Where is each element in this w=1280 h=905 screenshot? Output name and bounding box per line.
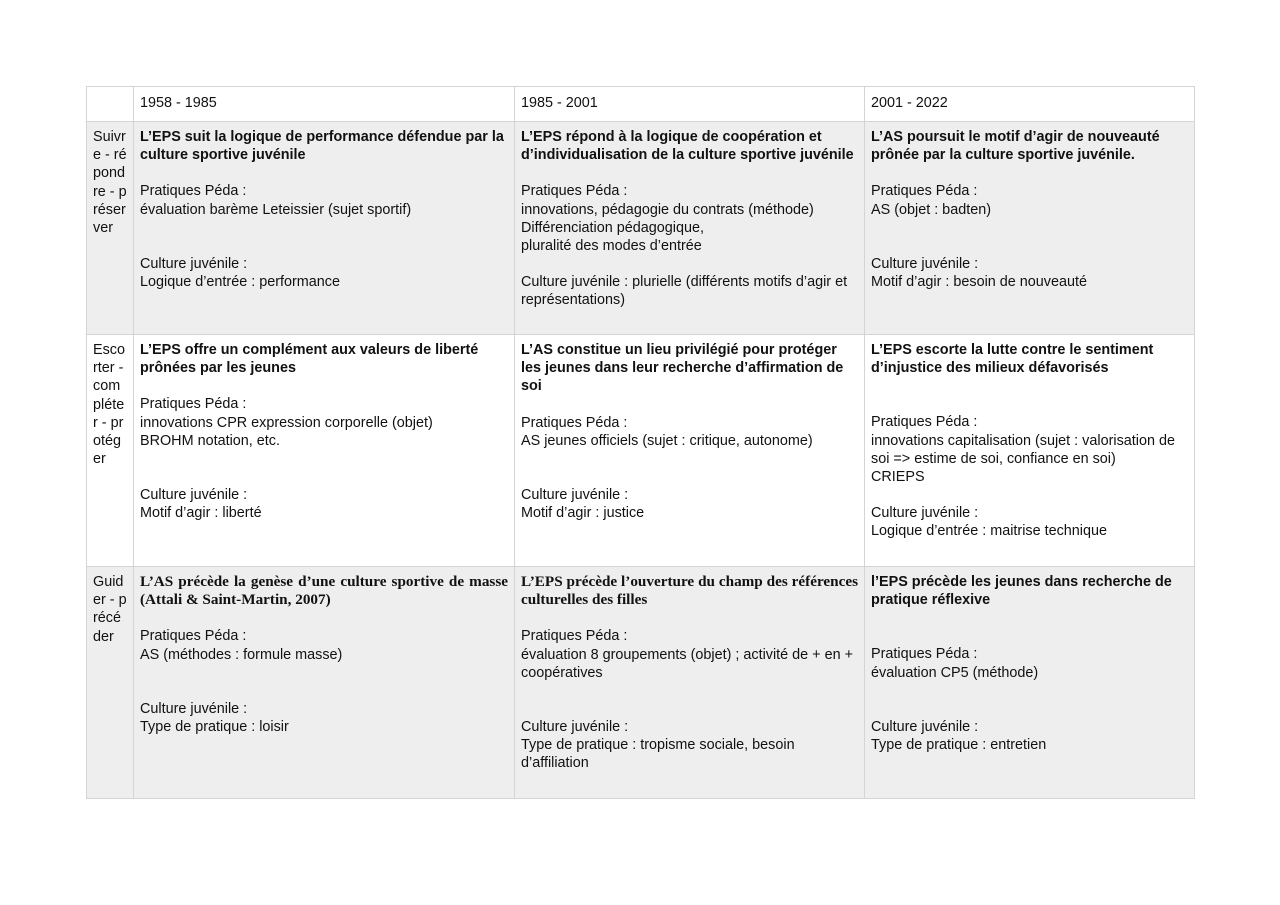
cell-title: l’EPS précède les jeunes dans recherche de pratique réflexive — [871, 574, 1172, 609]
table-cell — [515, 122, 865, 335]
culture-label: Culture juvénile : — [871, 255, 979, 272]
culture-value: Motif d’agir : justice — [521, 505, 645, 522]
cell-title: L’EPS précède l’ouverture du champ des références culturelles des filles — [521, 573, 858, 609]
culture-label: Culture juvénile : — [521, 487, 629, 504]
peda-label: Pratiques Péda : — [521, 628, 628, 645]
culture-value: Motif d’agir : liberté — [140, 505, 262, 522]
culture-value: Type de pratique : tropisme sociale, besoin d’affiliation — [521, 737, 795, 772]
table-cell — [515, 335, 865, 567]
peda-line: AS (objet : badten) — [871, 201, 991, 218]
culture-value: Logique d’entrée : maitrise technique — [871, 523, 1107, 540]
peda-line: innovations CPR expression corporelle (objet) — [140, 414, 433, 431]
peda-label: Pratiques Péda : — [871, 646, 978, 663]
peda-line: BROHM notation, etc. — [140, 432, 280, 449]
culture-value: Type de pratique : entretien — [871, 737, 1047, 754]
peda-line: évaluation 8 groupements (objet) ; activité de + en + coopératives — [521, 646, 853, 681]
table-cell — [865, 122, 1195, 335]
culture-value: Logique d’entrée : performance — [140, 274, 341, 291]
peda-label: Pratiques Péda : — [140, 628, 247, 645]
peda-label: Pratiques Péda : — [521, 414, 628, 431]
header-period-3: 2001 - 2022 — [865, 87, 1195, 122]
peda-line: évaluation barème Leteissier (sujet sportif) — [140, 201, 412, 218]
peda-label: Pratiques Péda : — [871, 414, 978, 431]
row-label-cell — [87, 567, 134, 799]
peda-label: Pratiques Péda : — [140, 183, 247, 200]
peda-label: Pratiques Péda : — [140, 396, 247, 413]
culture-label: Culture juvénile : — [871, 718, 979, 735]
peda-line: AS (méthodes : formule masse) — [140, 646, 343, 663]
culture-label: Culture juvénile : — [871, 505, 979, 522]
header-period-2: 1985 - 2001 — [515, 87, 865, 122]
peda-line: évaluation CP5 (méthode) — [871, 664, 1039, 681]
peda-label: Pratiques Péda : — [871, 183, 978, 200]
culture-value: Motif d’agir : besoin de nouveauté — [871, 274, 1088, 291]
row-label: Suivre - répondre - préserver — [93, 129, 127, 237]
row-label-cell — [87, 122, 134, 335]
cell-title: L’AS poursuit le motif d’agir de nouveauté prônée par la culture sportive juvénile. — [871, 129, 1160, 164]
table-cell — [865, 335, 1195, 567]
header-period-1: 1958 - 1985 — [134, 87, 515, 122]
row-label-cell — [87, 335, 134, 567]
culture-label: Culture juvénile : — [140, 700, 248, 717]
table-cell — [134, 335, 515, 567]
row-label: Escorter - compléter - protéger — [93, 342, 125, 468]
row-label: Guider - précéder — [93, 574, 127, 645]
peda-line: innovations, pédagogie du contrats (méthode) — [521, 201, 814, 218]
peda-line: innovations capitalisation (sujet : valorisation de soi => estime de soi, confiance en soi) — [871, 432, 1175, 467]
peda-line: Différenciation pédagogique, — [521, 219, 704, 236]
cell-title: L’EPS suit la logique de performance défendue par la culture sportive juvénile — [140, 129, 504, 164]
cell-title: L’EPS escorte la lutte contre le sentiment d’injustice des milieux défavorisés — [871, 342, 1154, 377]
header-empty-cell — [87, 87, 134, 122]
table-row — [87, 567, 1195, 799]
comparison-table — [86, 86, 1195, 799]
peda-line: CRIEPS — [871, 469, 925, 486]
cell-title: L’EPS offre un complément aux valeurs de liberté prônées par les jeunes — [140, 342, 479, 377]
table-cell — [515, 567, 865, 799]
culture-label: Culture juvénile : — [521, 719, 629, 736]
table-cell — [134, 122, 515, 335]
table-cell — [865, 567, 1195, 799]
peda-label: Pratiques Péda : — [521, 183, 628, 200]
peda-line: AS jeunes officiels (sujet : critique, autonome) — [521, 432, 813, 449]
culture-label: Culture juvénile : — [140, 255, 248, 272]
table-row — [87, 335, 1195, 567]
culture-value: Type de pratique : loisir — [140, 719, 289, 736]
header-row — [87, 87, 1195, 122]
culture-label: Culture juvénile : plurielle (différents motifs d’agir et représentations) — [521, 274, 848, 309]
cell-title: L’AS constitue un lieu privilégié pour protéger les jeunes dans leur recherche d’affirmation de soi — [521, 342, 844, 395]
table-cell — [134, 567, 515, 799]
cell-title: L’AS précède la genèse d’une culture sportive de masse (Attali & Saint-Martin, 2007) — [140, 573, 508, 609]
peda-line: pluralité des modes d’entrée — [521, 238, 702, 255]
culture-label: Culture juvénile : — [140, 487, 248, 504]
cell-title: L’EPS répond à la logique de coopération et d’individualisation de la culture sportive juvénile — [521, 129, 854, 164]
table-row — [87, 122, 1195, 335]
